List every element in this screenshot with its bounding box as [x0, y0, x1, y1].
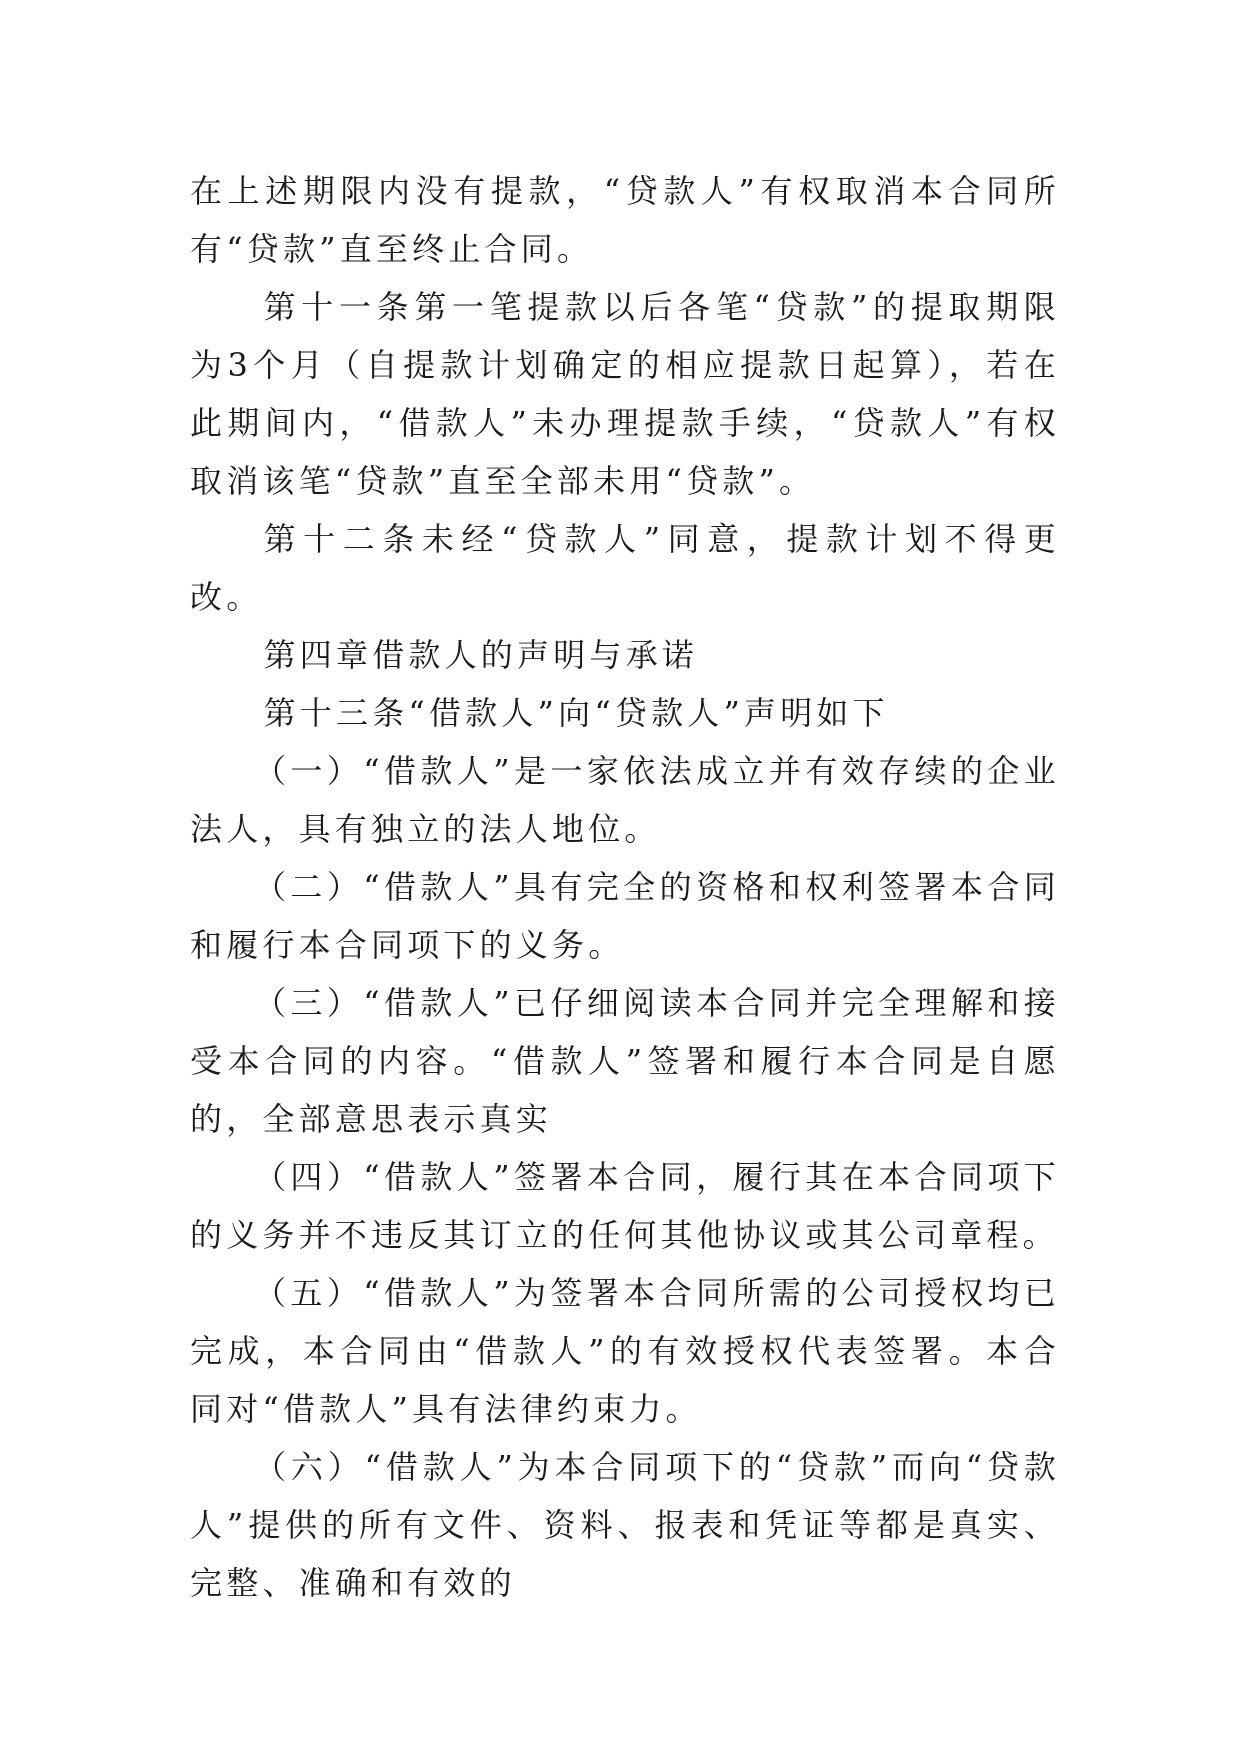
declaration-item-5: （五）“借款人”为签署本合同所需的公司授权均已完成，本合同由“借款人”的有效授权代表签署。本合同对“借款人”具有法律约束力。	[190, 1274, 1060, 1428]
paragraph-continuation: 在上述期限内没有提款，“贷款人”有权取消本合同所有“贷款”直至终止合同。	[190, 172, 1060, 268]
declaration-item-1: （一）“借款人”是一家依法成立并有效存续的企业法人，具有独立的法人地位。	[190, 752, 1060, 848]
article-13: 第十三条“借款人”向“贷款人”声明如下	[263, 694, 889, 732]
declaration-item-6: （六）“借款人”为本合同项下的“贷款”而向“贷款人”提供的所有文件、资料、报表和凭证等都是真实、完整、准确和有效的	[190, 1448, 1060, 1602]
article-11: 第十一条第一笔提款以后各笔“贷款”的提取期限为3个月（自提款计划确定的相应提款日起算），若在此期间内，“借款人”未办理提款手续，“贷款人”有权取消该笔“贷款”直至全部未用“贷款”。	[190, 288, 1060, 500]
article-12: 第十二条未经“贷款人”同意，提款计划不得更改。	[190, 520, 1060, 616]
declaration-item-2: （二）“借款人”具有完全的资格和权利签署本合同和履行本合同项下的义务。	[190, 868, 1060, 964]
declaration-item-4: （四）“借款人”签署本合同，履行其在本合同项下的义务并不违反其订立的任何其他协议或其公司章程。	[190, 1158, 1060, 1254]
chapter-4-heading: 第四章借款人的声明与承诺	[263, 636, 698, 674]
declaration-item-3: （三）“借款人”已仔细阅读本合同并完全理解和接受本合同的内容。“借款人”签署和履行本合同是自愿的，全部意思表示真实	[190, 984, 1060, 1138]
document-body	[190, 162, 1060, 1612]
